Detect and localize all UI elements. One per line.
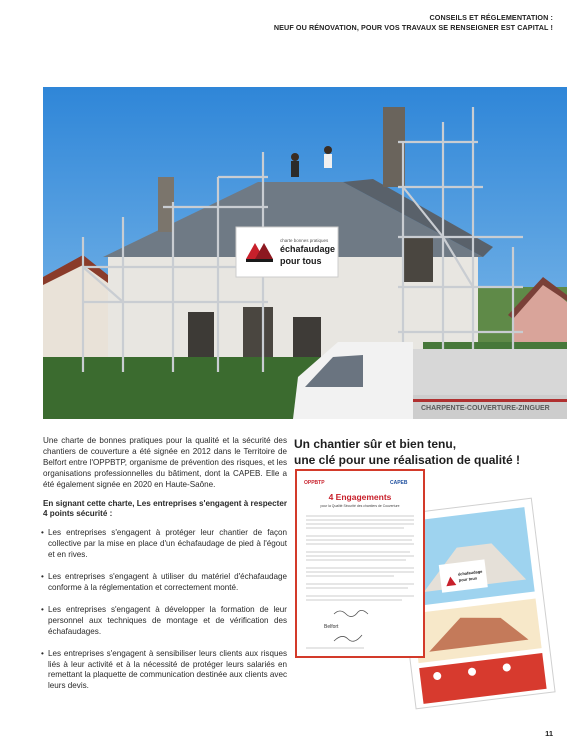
list-item: • Les entreprises s'engagent à utiliser du matériel d'échafaudage conforme à la réglementation et correctement monté.: [43, 572, 287, 594]
capeb-logo-text: CAPEB: [390, 480, 408, 486]
header-line-1: CONSEILS ET RÉGLEMENTATION :: [429, 13, 553, 22]
list-item: • Les entreprises s'engagent à protéger leur chantier de façon collective par la mise en place d'un échafaudage de pied à l'égout et en rives.: [43, 528, 287, 561]
list-item: • Les entreprises s'engagent à sensibiliser leurs clients aux risques liés à leur activité et à la nécessité de protéger leurs salariés en remettant la plaquette de communication destinée aux clients avec leurs devis.: [43, 649, 287, 693]
documents-illustration: [294, 466, 556, 716]
title-line-1: Un chantier sûr et bien tenu,: [294, 437, 457, 451]
banner-title-1: échafaudage: [280, 244, 336, 254]
photo-credit: ©Capeb 90: [557, 421, 563, 447]
title-line-2: une clé pour une réalisation de qualité !: [294, 453, 521, 467]
list-item: • Les entreprises s'engagent à développer la formation de leur personnel aux techniques de montage et de vérification des échafaudages.: [43, 605, 287, 638]
signature-place: Belfort: [324, 624, 339, 630]
section-title: [294, 436, 544, 468]
brochure-title-2: pour tous: [458, 575, 478, 583]
lead-paragraph: En signant cette charte, Les entreprises s'engagent à respecter 4 points sécurité :: [43, 498, 287, 519]
intro-paragraph: Une charte de bonnes pratiques pour la qualité et la sécurité des chantiers de couverture a été signée en 2012 dans le Territoire de Belfort entre l'OPPBTP, organisme de prévention des risques, et les organisations professionnelles du bâtiment, dont la CAPEB. Elle a été également signée en 2020 en Haute-Saône.: [43, 436, 287, 489]
page-number: 11: [545, 729, 553, 738]
brochure-title-1: échafaudage: [457, 568, 483, 577]
engagements-list: [43, 528, 287, 692]
section-header: [274, 13, 553, 33]
banner-title-2: pour tous: [280, 256, 322, 266]
oppbtp-logo-text: OPPBTP: [304, 480, 325, 486]
charter-description: [43, 436, 287, 703]
banner-small-text: charte bonnes pratiques: [280, 238, 329, 243]
engagements-title: 4 Engagements: [328, 492, 392, 502]
truck-text: CHARPENTE-COUVERTURE-ZINGUER: [421, 405, 550, 412]
header-line-2: NEUF OU RÉNOVATION, POUR VOS TRAVAUX SE RENSEIGNER EST CAPITAL !: [273, 23, 553, 32]
engagements-subtitle: pour la Qualité Sécurité des chantiers de Couverture: [320, 504, 400, 508]
